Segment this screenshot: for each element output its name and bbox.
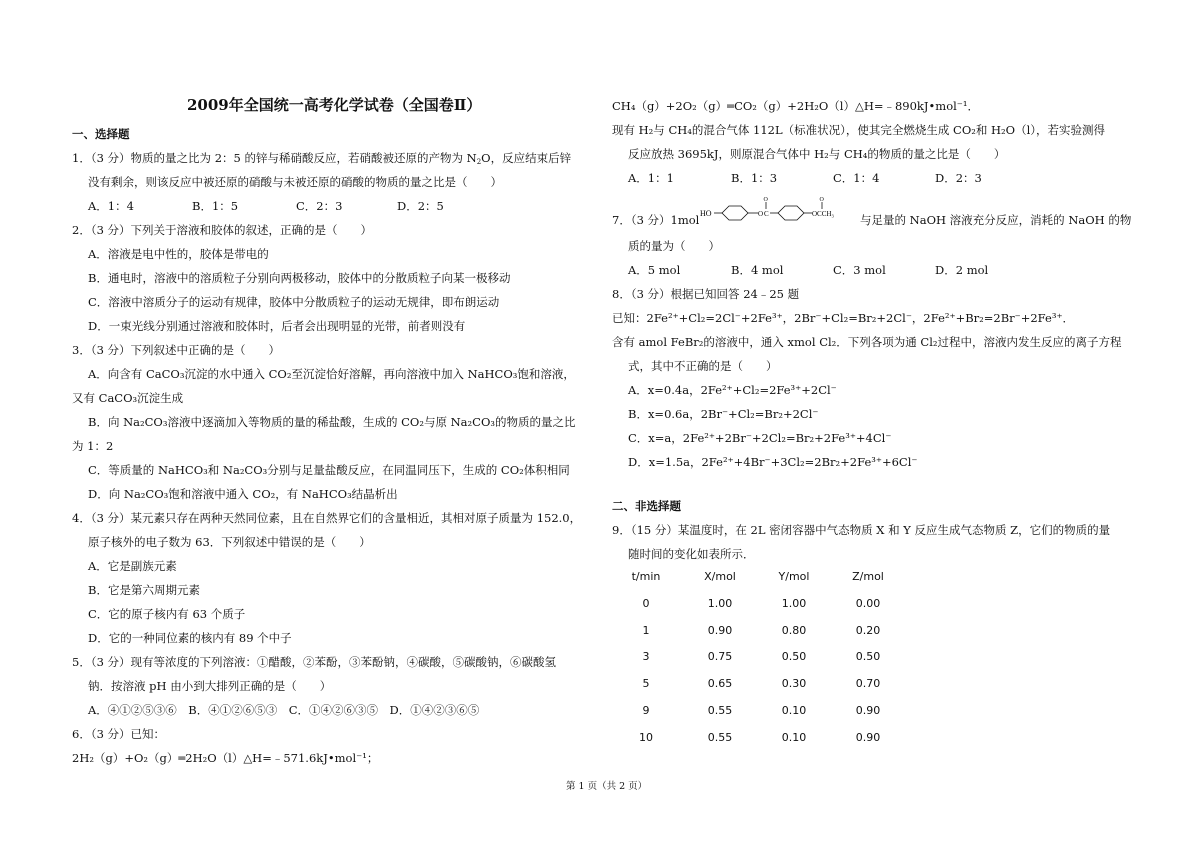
q9-stem-line2: 随时间的变化如表所示． [628, 547, 755, 561]
q2-option-b[interactable]: B．通电时，溶液中的溶质粒子分别向两极移动，胶体中的分散质粒子向某一极移动 [88, 271, 511, 285]
q9-stem-line1: 9．（15 分）某温度时，在 2L 密闭容器中气态物质 X 和 Y 反应生成气态物质 Z，它们的物质的量 [612, 523, 1111, 537]
q3-option-a-line1[interactable]: A．向含有 CaCO₃沉淀的水中通入 CO₂至沉淀恰好溶解，再向溶液中加入 NaHCO₃饱和溶液， [88, 367, 575, 381]
page-title: 2009年全国统一高考化学试卷（全国卷Ⅱ） [187, 96, 482, 114]
table-cell: 0.10 [781, 704, 807, 717]
q5-stem-line2: 钠．按溶液 pH 由小到大排列正确的是（ ） [88, 679, 332, 693]
q3-stem: 3．（3 分）下列叙述中正确的是（ ） [72, 343, 281, 357]
table-cell: 0.55 [707, 704, 733, 717]
q4-option-c[interactable]: C．它的原子核内有 63 个质子 [88, 607, 246, 621]
table-cell: 1.00 [781, 597, 807, 610]
q7-stem-post: 与足量的 NaOH 溶液充分反应，消耗的 NaOH 的物 [860, 213, 1132, 227]
q1-stem-line1: 1．（3 分）物质的量之比为 2：5 的锌与稀硝酸反应，若硝酸被还原的产物为 $N_2O$，反应结束后锌 [72, 151, 572, 166]
table-header-cell: X/mol [704, 570, 736, 583]
q7-stem-line2: 质的量为（ ） [628, 239, 720, 253]
q6-option-c[interactable]: C．1：4 [833, 171, 880, 185]
table-cell: 0.70 [855, 677, 881, 690]
table-cell: 9 [642, 704, 650, 717]
q7-option-d[interactable]: D．2 mol [935, 263, 989, 277]
q2-stem: 2．（3 分）下列关于溶液和胶体的叙述，正确的是（ ） [72, 223, 373, 237]
table-cell: 0.50 [781, 650, 807, 663]
table-cell: 5 [642, 677, 650, 690]
q8-option-a[interactable]: A．x=0.4a，2Fe²⁺+Cl₂=2Fe³⁺+2Cl⁻ [628, 383, 837, 397]
table-cell: 0.90 [855, 731, 881, 744]
q1-option-d[interactable]: D．2：5 [397, 199, 444, 213]
table-cell: 0.90 [707, 624, 733, 637]
q6-option-a[interactable]: A．1：1 [628, 171, 674, 185]
table-cell: 0.30 [781, 677, 807, 690]
q4-stem-line1: 4．（3 分）某元素只存在两种天然同位素，且在自然界它们的含量相近，其相对原子质量为 152.0， [72, 511, 582, 525]
table-header-cell: Y/mol [778, 570, 810, 583]
svg-text:O: O [758, 210, 764, 218]
q1-option-a[interactable]: A．1：4 [88, 199, 134, 213]
q3-option-a-line2: 又有 CaCO₃沉淀生成 [72, 391, 184, 405]
q3-option-d[interactable]: D．向 Na₂CO₃饱和溶液中通入 CO₂，有 NaHCO₃结晶析出 [88, 487, 398, 501]
q8-stem-line2: 含有 amol FeBr₂的溶液中，通入 xmol Cl₂．下列各项为通 Cl₂过程中，溶液内发生反应的离子方程 [612, 335, 1122, 349]
table-header-cell: t/min [631, 570, 661, 583]
q8-stem: 8．（3 分）根据已知回答 24﹣25 题 [612, 287, 800, 301]
q6-equation-2: CH₄（g）+2O₂（g）═CO₂（g）+2H₂O（l）△H=﹣890kJ•mol⁻¹． [612, 99, 979, 113]
q9-data-table [606, 570, 926, 750]
q7-option-b[interactable]: B．4 mol [731, 263, 784, 277]
q2-option-a[interactable]: A．溶液是电中性的，胶体是带电的 [88, 247, 269, 261]
q2-option-c[interactable]: C．溶液中溶质分子的运动有规律，胶体中分散质粒子的运动无规律，即布朗运动 [88, 295, 500, 309]
table-cell: 1 [642, 624, 650, 637]
q6-equation-1: 2H₂（g）+O₂（g）═2H₂O（l）△H=﹣571.6kJ•mol⁻¹； [72, 751, 379, 765]
q3-option-b-line1[interactable]: B．向 Na₂CO₃溶液中逐滴加入等物质的量的稀盐酸，生成的 CO₂与原 Na₂CO₃的物质的量之比 [88, 415, 576, 429]
q6-option-d[interactable]: D．2：3 [935, 171, 982, 185]
table-cell: 10 [639, 731, 653, 744]
q3-option-b-line2: 为 1：2 [72, 439, 114, 453]
q4-option-d[interactable]: D．它的一种同位素的核内有 89 个中子 [88, 631, 292, 645]
q7-stem-pre: 7．（3 分）1mol [612, 213, 700, 227]
table-cell: 0.10 [781, 731, 807, 744]
q1-option-b[interactable]: B．1：5 [192, 199, 239, 213]
q4-stem-line2: 原子核外的电子数为 63．下列叙述中错误的是（ ） [88, 535, 371, 549]
q7-option-a[interactable]: A．5 mol [628, 263, 681, 277]
svg-text:O: O [819, 197, 824, 203]
q8-option-d[interactable]: D．x=1.5a，2Fe²⁺+4Br⁻+3Cl₂=2Br₂+2Fe³⁺+6Cl⁻ [628, 455, 918, 469]
q1-stem-line2: 没有剩余，则该反应中被还原的硝酸与未被还原的硝酸的物质的量之比是（ ） [88, 175, 502, 189]
q3-option-c[interactable]: C．等质量的 NaHCO₃和 Na₂CO₃分别与足量盐酸反应，在同温同压下，生成的 CO₂体积相同 [88, 463, 570, 477]
q2-option-d[interactable]: D．一束光线分别通过溶液和胶体时，后者会出现明显的光带，前者则没有 [88, 319, 466, 333]
table-cell: 0.55 [707, 731, 733, 744]
table-cell: 0.00 [855, 597, 881, 610]
table-cell: 0 [642, 597, 650, 610]
q6-option-b[interactable]: B．1：3 [731, 171, 778, 185]
q5-options[interactable]: A．④①②⑤③⑥ B．④①②⑥⑤③ C．①④②⑥③⑤ D．①④②③⑥⑤ [88, 703, 480, 717]
table-cell: 0.65 [707, 677, 733, 690]
q4-option-a[interactable]: A．它是副族元素 [88, 559, 177, 573]
table-cell: 0.50 [855, 650, 881, 663]
table-cell: 0.20 [855, 624, 881, 637]
table-cell: 3 [642, 650, 650, 663]
q8-option-c[interactable]: C．x=a，2Fe²⁺+2Br⁻+2Cl₂=Br₂+2Fe³⁺+4Cl⁻ [628, 431, 892, 445]
q4-option-b[interactable]: B．它是第六周期元素 [88, 583, 200, 597]
q5-stem-line1: 5．（3 分）现有等浓度的下列溶液：①醋酸，②苯酚，③苯酚钠，④碳酸，⑤碳酸钠，⑥碳酸氢 [72, 655, 557, 669]
q6-stem-line2: 反应放热 3695kJ，则原混合气体中 H₂与 CH₄的物质的量之比是（ ） [628, 147, 1006, 161]
mol-ester-label: OCCH₃ [812, 210, 834, 218]
table-header-cell: Z/mol [852, 570, 884, 583]
table-cell: 0.80 [781, 624, 807, 637]
q6-stem-line1: 现有 H₂与 CH₄的混合气体 112L（标准状况），使其完全燃烧生成 CO₂和 H₂O（l），若实验测得 [612, 123, 1106, 137]
svg-text:O: O [763, 197, 768, 203]
q7-option-c[interactable]: C．3 mol [833, 263, 886, 277]
q8-stem-line3: 式，其中不正确的是（ ） [628, 359, 778, 373]
q8-known: 已知：2Fe²⁺+Cl₂=2Cl⁻+2Fe³⁺，2Br⁻+Cl₂=Br₂+2Cl⁻，2Fe²⁺+Br₂=2Br⁻+2Fe³⁺． [612, 311, 1075, 325]
molecule-structure-icon [700, 192, 860, 232]
q6-stem: 6．（3 分）已知： [72, 727, 166, 741]
q8-option-b[interactable]: B．x=0.6a，2Br⁻+Cl₂=Br₂+2Cl⁻ [628, 407, 819, 421]
section-heading-nonchoice: 二、非选择题 [612, 499, 681, 513]
page-footer: 第 1 页（共 2 页） [566, 781, 648, 792]
section-heading-choice: 一、选择题 [72, 127, 130, 141]
table-cell: 0.75 [707, 650, 733, 663]
table-cell: 1.00 [707, 597, 733, 610]
svg-text:C: C [764, 210, 769, 218]
q1-option-c[interactable]: C．2：3 [296, 199, 343, 213]
table-cell: 0.90 [855, 704, 881, 717]
mol-ho-label: HO [700, 209, 712, 218]
